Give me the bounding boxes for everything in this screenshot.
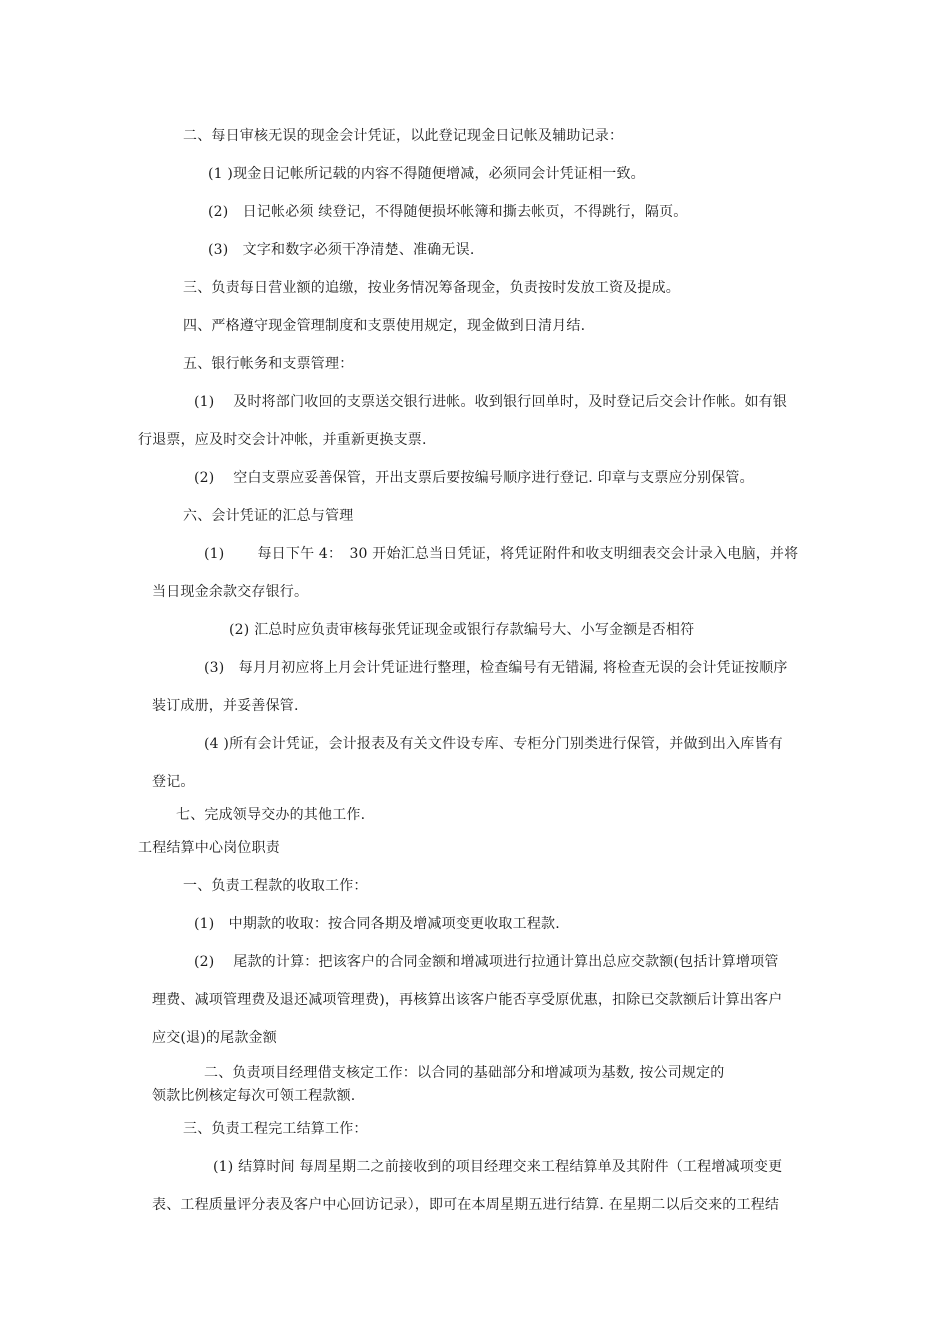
text-line: 登记。	[152, 774, 195, 790]
text-line: 装订成册，并妥善保管.	[152, 698, 299, 714]
text-line: (2) 日记帐必须 续登记，不得随便损坏帐簿和撕去帐页，不得跳行，隔页。	[208, 204, 688, 220]
text-line: (2) 空白支票应妥善保管，开出支票后要按编号顺序进行登记. 印章与支票应分别保管。	[194, 470, 754, 486]
text-line: 应交(退)的尾款金额	[152, 1030, 277, 1046]
text-line: 表、工程质量评分表及客户中心回访记录），即可在本周星期五进行结算. 在星期二以后交来的工程结	[152, 1197, 780, 1213]
text-line: 理费、减项管理费及退还减项管理费)，再核算出该客户能否享受原优惠，扣除已交款额后计算出客户	[152, 992, 783, 1008]
text-line: 四、严格遵守现金管理制度和支票使用规定，现金做到日清月结.	[183, 318, 586, 334]
text-line: 领款比例核定每次可领工程款额.	[152, 1088, 356, 1104]
text-line: 二、负责项目经理借支核定工作：以合同的基础部分和增减项为基数, 按公司规定的	[204, 1065, 725, 1081]
text-line: (2) 汇总时应负责审核每张凭证现金或银行存款编号大、小写金额是否相符	[229, 622, 695, 638]
text-line: 六、会计凭证的汇总与管理	[183, 508, 354, 524]
text-line: (1 )现金日记帐所记载的内容不得随便增减，必须同会计凭证相一致。	[208, 166, 645, 182]
text-line: 五、银行帐务和支票管理：	[183, 356, 354, 372]
text-line: 行退票，应及时交会计冲帐，并重新更换支票.	[138, 432, 427, 448]
section-heading: 工程结算中心岗位职责	[138, 840, 280, 856]
text-line: 一、负责工程款的收取工作：	[183, 878, 368, 894]
text-line: (3) 文字和数字必须干净清楚、准确无误.	[208, 242, 475, 258]
text-line: (1) 中期款的收取：按合同各期及增减项变更收取工程款.	[194, 916, 560, 932]
text-line: 二、每日审核无误的现金会计凭证，以此登记现金日记帐及辅助记录：	[183, 128, 624, 144]
text-line: (1) 每日下午 4： 30 开始汇总当日凭证，将凭证附件和收支明细表交会计录入电脑，并将	[204, 546, 799, 562]
text-line: 三、负责工程完工结算工作：	[183, 1121, 368, 1137]
text-line: (2) 尾款的计算：把该客户的合同金额和增减项进行拉通计算出总应交款额(包括计算增项管	[194, 954, 779, 970]
text-line: (4 )所有会计凭证，会计报表及有关文件设专库、专柜分门别类进行保管，并做到出入库皆有	[204, 736, 783, 752]
text-line: (1) 结算时间 每周星期二之前接收到的项目经理交来工程结算单及其附件（工程增减项变更	[213, 1159, 783, 1175]
text-line: 三、负责每日营业额的追缴，按业务情况筹备现金，负责按时发放工资及提成。	[183, 280, 680, 296]
text-line: (1) 及时将部门收回的支票送交银行进帐。收到银行回单时，及时登记后交会计作帐。如有银	[194, 394, 788, 410]
text-line: 当日现金余款交存银行。	[152, 584, 309, 600]
text-line: 七、完成领导交办的其他工作.	[176, 807, 366, 823]
text-line: (3) 每月月初应将上月会计凭证进行整理，检查编号有无错漏, 将检查无误的会计凭证按顺序	[204, 660, 788, 676]
